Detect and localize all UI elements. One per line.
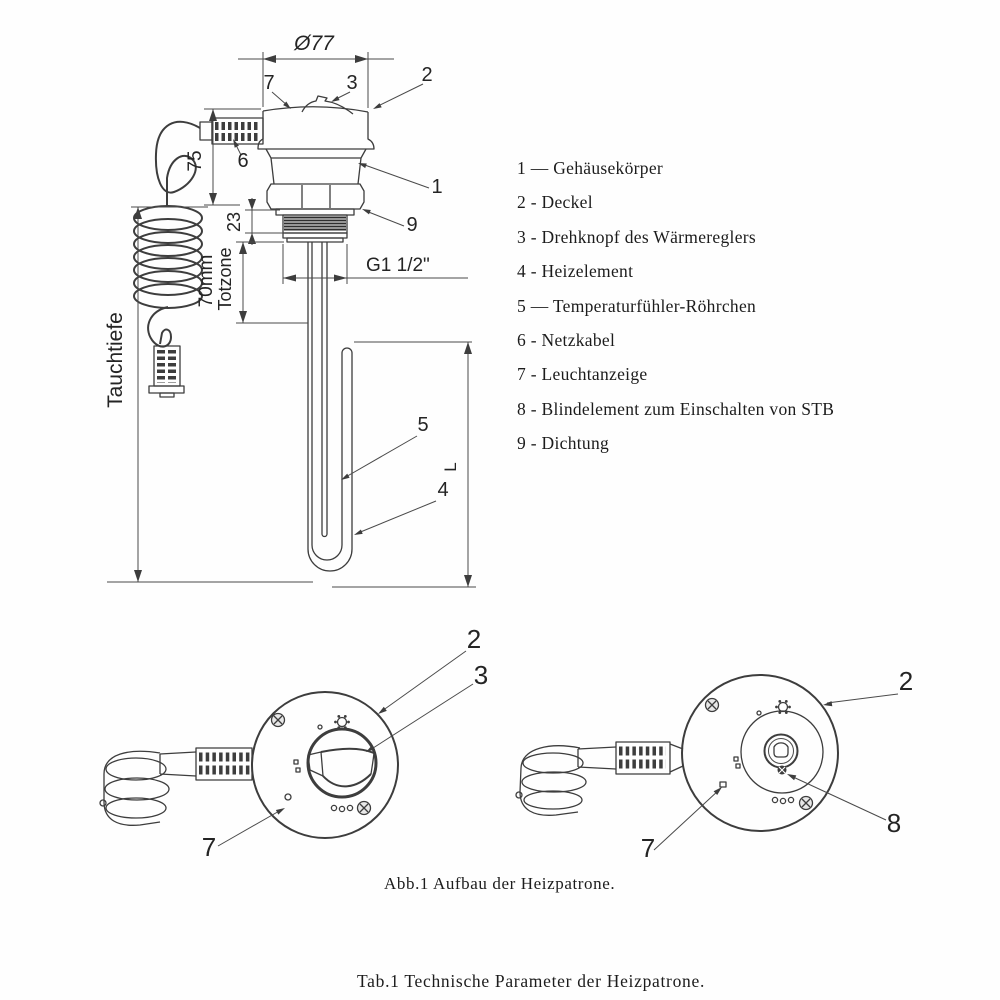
view-right-callout-2: 2 bbox=[898, 666, 914, 696]
dim-label-23: 23 bbox=[224, 211, 244, 233]
table-caption: Tab.1 Technische Parameter der Heizpatrone. bbox=[357, 971, 706, 991]
view-left-callout-3: 3 bbox=[473, 660, 489, 690]
hex-nut bbox=[267, 184, 364, 209]
dim-diameter bbox=[238, 32, 394, 108]
legend-item-6: 6 - Netzkabel bbox=[517, 329, 616, 350]
parts-legend bbox=[517, 151, 834, 461]
callout-3: 3 bbox=[346, 72, 358, 94]
stb-blind-element bbox=[778, 766, 787, 775]
plug-side-view bbox=[516, 746, 586, 816]
callout-4: 4 bbox=[437, 479, 449, 501]
legend-item-8: 8 - Blindelement zum Einschalten von STB bbox=[517, 398, 835, 419]
thermostat-knob-top bbox=[308, 729, 376, 797]
dim-label-totzone: Totzone bbox=[215, 247, 235, 311]
indicator-light-hole bbox=[285, 794, 291, 800]
thermostat-knob-profile bbox=[302, 96, 353, 114]
screw-icon bbox=[358, 802, 371, 815]
view-right-callout-7: 7 bbox=[640, 833, 656, 863]
dim-immersion-depth bbox=[104, 207, 208, 582]
main-callouts bbox=[233, 64, 449, 535]
legend-item-1: 1 — Gehäusekörper bbox=[517, 158, 664, 178]
setting-mark bbox=[736, 764, 740, 768]
dim-label-tauchtiefe: Tauchtiefe bbox=[104, 312, 127, 408]
callout-5: 5 bbox=[417, 414, 429, 436]
legend-item-7: 7 - Leuchtanzeige bbox=[517, 364, 648, 385]
plug bbox=[149, 346, 184, 397]
callout-6: 6 bbox=[237, 150, 249, 172]
cord-coil bbox=[134, 206, 202, 308]
dim-thread-spec bbox=[283, 244, 468, 284]
screw-icon bbox=[706, 699, 719, 712]
screw-icon bbox=[272, 714, 285, 727]
dim-element-length bbox=[354, 342, 472, 587]
dim-label-70mm: 70mm bbox=[196, 254, 217, 308]
cable-gland-top bbox=[196, 748, 252, 780]
sensor-tube bbox=[322, 242, 327, 537]
plug-side-view bbox=[100, 751, 169, 825]
setting-mark bbox=[734, 757, 738, 761]
figure-caption: Abb.1 Aufbau der Heizpatrone. bbox=[384, 874, 616, 893]
legend-item-2: 2 - Deckel bbox=[517, 192, 593, 213]
cover-outline bbox=[682, 675, 838, 831]
legend-item-9: 9 - Dichtung bbox=[517, 433, 610, 454]
callout-9: 9 bbox=[406, 214, 418, 236]
gear-mark-icon bbox=[334, 715, 350, 729]
setting-mark bbox=[294, 760, 298, 764]
dim-label-diameter: Ø77 bbox=[294, 32, 334, 55]
heating-element-tube bbox=[308, 242, 352, 571]
view-left-callout-7: 7 bbox=[201, 832, 217, 862]
callout-2: 2 bbox=[421, 64, 433, 86]
index-dot bbox=[757, 711, 761, 715]
spindle-assembly bbox=[765, 735, 798, 775]
view-right-callout-8: 8 bbox=[886, 808, 902, 838]
dim-label-thread-spec: G1 1/2" bbox=[366, 255, 430, 276]
legend-item-5: 5 — Temperaturfühler-Röhrchen bbox=[517, 295, 757, 316]
legend-item-4: 4 - Heizelement bbox=[517, 261, 634, 282]
dim-dead-zone bbox=[196, 242, 308, 323]
index-dot bbox=[318, 725, 322, 729]
legend-item-3: 3 - Drehknopf des Wärmereglers bbox=[517, 226, 757, 247]
thread-and-gasket bbox=[283, 215, 347, 242]
screw-icon bbox=[800, 797, 813, 810]
spindle-hole bbox=[774, 743, 788, 757]
setting-mark bbox=[296, 768, 300, 772]
housing-head bbox=[258, 96, 374, 242]
indicator-light-hole bbox=[720, 782, 726, 787]
view-left-callout-2: 2 bbox=[466, 624, 482, 654]
dim-label-75: 75 bbox=[185, 150, 206, 172]
cord-lower-loop bbox=[148, 307, 171, 347]
top-view-with-knob bbox=[100, 624, 488, 862]
callout-1: 1 bbox=[431, 176, 443, 198]
main-section-drawing bbox=[104, 32, 476, 587]
recess-circle bbox=[741, 711, 823, 793]
top-view-without-knob bbox=[516, 666, 913, 863]
dim-label-length: L bbox=[441, 462, 460, 472]
callout-7: 7 bbox=[263, 72, 275, 94]
